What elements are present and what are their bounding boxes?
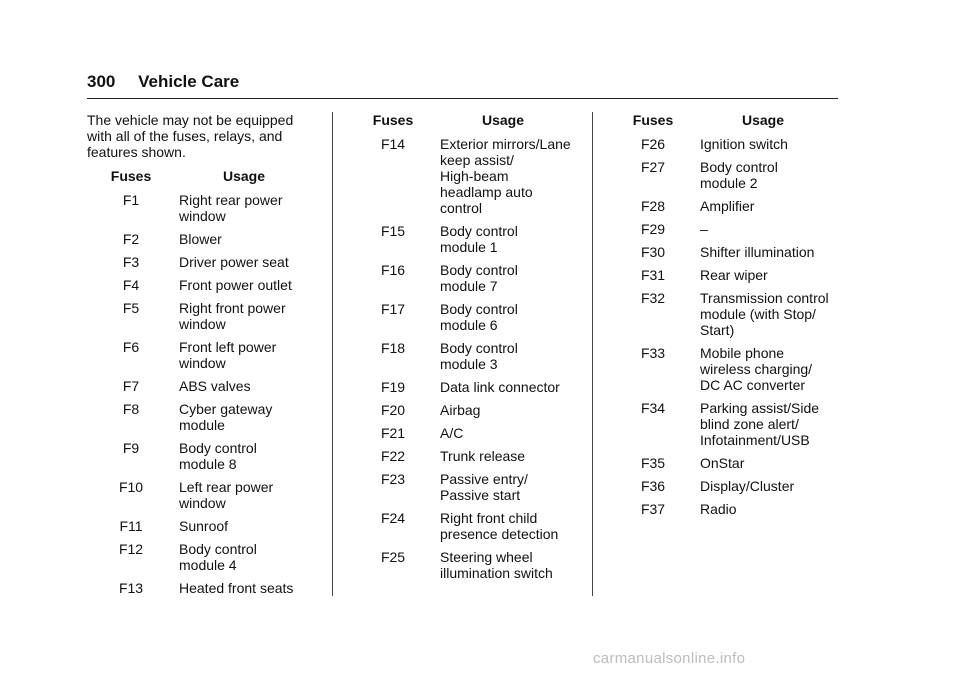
fuse-id: F16: [380, 262, 406, 278]
table-row: [610, 478, 829, 501]
usage-line: Steering wheel: [440, 549, 533, 565]
fuse-id: F10: [118, 479, 144, 495]
fuse-id: F35: [640, 455, 666, 471]
usage-line: Transmission control: [700, 290, 829, 306]
usage-line: keep assist/: [440, 152, 514, 168]
fuse-usage: [696, 136, 829, 159]
fuse-usage: [436, 262, 571, 301]
usage-line: module: [179, 417, 225, 433]
usage-line: window: [179, 355, 226, 371]
fuse-id: F15: [380, 223, 406, 239]
table-row: [350, 425, 571, 448]
fuse-usage: [696, 501, 829, 524]
fuse-table-2: [350, 112, 571, 588]
usage-line: Driver power seat: [179, 254, 289, 270]
fuse-id: F2: [122, 231, 140, 247]
usage-line: module 1: [440, 239, 498, 255]
usage-line: module 3: [440, 356, 498, 372]
page-title: Vehicle Care: [138, 72, 240, 91]
usage-line: Ignition switch: [700, 136, 788, 152]
table-row: [87, 231, 293, 254]
fuse-usage: [696, 159, 829, 198]
usage-line: Blower: [179, 231, 222, 247]
table-row: [350, 379, 571, 402]
column-divider: [592, 112, 593, 596]
usage-line: module 2: [700, 175, 758, 191]
fuse-usage: [436, 301, 571, 340]
fuse-table-1: [87, 168, 293, 603]
usage-line: presence detection: [440, 526, 559, 542]
fuse-id: F13: [118, 580, 144, 596]
usage-line: Right front power: [179, 300, 286, 316]
fuse-usage: [436, 223, 571, 262]
fuse-usage: [175, 277, 293, 300]
watermark: carmanualsonline.info: [593, 650, 746, 667]
usage-line: wireless charging/: [700, 361, 813, 377]
fuse-usage: [436, 425, 571, 448]
usage-line: Infotainment/USB: [700, 432, 810, 448]
usage-line: Sunroof: [179, 518, 229, 534]
fuse-id: F30: [640, 244, 666, 260]
table-row: [350, 262, 571, 301]
usage-line: Right rear power: [179, 192, 283, 208]
fuse-usage: [436, 402, 571, 425]
header-rule: [87, 98, 838, 99]
table-row: [610, 244, 829, 267]
fuse-id: F33: [640, 345, 666, 361]
fuse-usage: [175, 440, 293, 479]
table-row: [87, 541, 293, 580]
usage-header: Usage: [223, 168, 266, 184]
usage-line: Parking assist/Side: [700, 400, 820, 416]
table-row: [610, 400, 829, 455]
fuse-id: F8: [122, 401, 140, 417]
table-row: [87, 300, 293, 339]
table-row: [350, 340, 571, 379]
table-row: [350, 301, 571, 340]
fuse-id: F17: [380, 301, 406, 317]
fuse-column-3: [610, 112, 846, 524]
fuse-usage: [696, 290, 829, 345]
table-row: [87, 339, 293, 378]
fuse-usage: [175, 231, 293, 254]
usage-line: DC AC converter: [700, 377, 806, 393]
usage-line: module 4: [179, 557, 237, 573]
usage-line: Body control: [179, 440, 257, 456]
usage-line: Body control: [700, 159, 778, 175]
fuse-id: F26: [640, 136, 666, 152]
fuse-usage: [436, 448, 571, 471]
table-row: [350, 223, 571, 262]
fuse-id: F18: [380, 340, 406, 356]
table-row: [610, 290, 829, 345]
fuse-id: F24: [380, 510, 406, 526]
table-row: [87, 518, 293, 541]
usage-line: module 7: [440, 278, 498, 294]
table-row: [350, 549, 571, 588]
fuses-header: Fuses: [632, 112, 674, 128]
fuse-id: F37: [640, 501, 666, 517]
page-header: [87, 72, 239, 92]
usage-line: illumination switch: [440, 565, 553, 581]
usage-line: OnStar: [700, 455, 745, 471]
fuse-usage: [436, 136, 571, 223]
fuse-id: F32: [640, 290, 666, 306]
table-row: [87, 277, 293, 300]
fuse-usage: [175, 518, 293, 541]
fuse-usage: [175, 378, 293, 401]
table-row: [610, 267, 829, 290]
usage-line: headlamp auto: [440, 184, 533, 200]
usage-line: Exterior mirrors/Lane: [440, 136, 571, 152]
usage-line: Body control: [440, 223, 518, 239]
fuse-usage: [696, 221, 829, 244]
usage-line: window: [179, 208, 226, 224]
fuse-usage: [175, 254, 293, 277]
fuse-usage: [175, 580, 293, 603]
fuse-usage: [436, 510, 571, 549]
usage-line: Airbag: [440, 402, 481, 418]
fuse-id: F3: [122, 254, 140, 270]
fuse-id: F9: [122, 440, 140, 456]
fuses-header: Fuses: [110, 168, 152, 184]
fuse-id: F14: [380, 136, 406, 152]
fuse-id: F4: [122, 277, 140, 293]
usage-line: Display/Cluster: [700, 478, 795, 494]
usage-line: window: [179, 495, 226, 511]
usage-line: control: [440, 200, 483, 216]
fuse-usage: [696, 267, 829, 290]
page-number: 300: [87, 72, 116, 91]
usage-line: Amplifier: [700, 198, 755, 214]
usage-line: Left rear power: [179, 479, 274, 495]
usage-line: blind zone alert/: [700, 416, 799, 432]
usage-line: Rear wiper: [700, 267, 768, 283]
fuse-id: F36: [640, 478, 666, 494]
fuse-usage: [696, 345, 829, 400]
table-row: [350, 136, 571, 223]
fuse-id: F19: [380, 379, 406, 395]
fuse-usage: [696, 400, 829, 455]
fuse-usage: [175, 479, 293, 518]
usage-line: Passive entry/: [440, 471, 528, 487]
usage-header: Usage: [742, 112, 785, 128]
fuse-id: F7: [122, 378, 140, 394]
fuse-usage: [175, 192, 293, 231]
table-row: [87, 254, 293, 277]
table-row: [610, 159, 829, 198]
fuse-column-2: [350, 112, 586, 588]
usage-line: Heated front seats: [179, 580, 294, 596]
fuse-id: F22: [380, 448, 406, 464]
fuse-id: F12: [118, 541, 144, 557]
usage-line: ABS valves: [179, 378, 251, 394]
usage-line: window: [179, 316, 226, 332]
fuse-id: F11: [119, 518, 143, 534]
fuses-header: Fuses: [372, 112, 414, 128]
fuse-usage: [696, 244, 829, 267]
usage-line: Front power outlet: [179, 277, 292, 293]
table-row: [87, 192, 293, 231]
fuse-id: F6: [122, 339, 140, 355]
table-row: [610, 198, 829, 221]
fuse-id: F21: [380, 425, 406, 441]
usage-header: Usage: [482, 112, 525, 128]
table-row: [610, 345, 829, 400]
intro-text: The vehicle may not be equipped with all of the fuses, relays, and features shown.: [87, 112, 294, 160]
usage-line: Body control: [179, 541, 257, 557]
table-row: [87, 378, 293, 401]
usage-line: Trunk release: [440, 448, 526, 464]
usage-line: Passive start: [440, 487, 521, 503]
usage-line: Radio: [700, 501, 737, 517]
usage-line: Front left power: [179, 339, 277, 355]
fuse-usage: [436, 340, 571, 379]
column-divider: [332, 112, 333, 596]
fuse-usage: [436, 471, 571, 510]
fuse-usage: [436, 379, 571, 402]
fuse-usage: [696, 478, 829, 501]
fuse-usage: [175, 401, 293, 440]
table-row: [350, 402, 571, 425]
usage-line: Mobile phone: [700, 345, 785, 361]
table-row: [87, 401, 293, 440]
usage-line: Body control: [440, 301, 518, 317]
usage-line: module (with Stop/: [700, 306, 816, 322]
fuse-usage: [696, 455, 829, 478]
table-row: [87, 580, 293, 603]
fuse-usage: [436, 549, 571, 588]
fuse-id: F34: [640, 400, 666, 416]
table-row: [350, 510, 571, 549]
fuse-id: F27: [640, 159, 666, 175]
fuse-usage: [175, 541, 293, 580]
usage-line: A/C: [440, 425, 464, 441]
usage-line: Start): [700, 322, 735, 338]
usage-line: Data link connector: [440, 379, 560, 395]
fuse-id: F25: [380, 549, 406, 565]
fuse-id: F23: [380, 471, 406, 487]
fuse-column-1: [87, 112, 319, 603]
fuse-id: F20: [380, 402, 406, 418]
table-row: [610, 136, 829, 159]
usage-line: Shifter illumination: [700, 244, 815, 260]
table-row: [610, 501, 829, 524]
usage-line: High-beam: [440, 168, 509, 184]
fuse-id: F5: [122, 300, 140, 316]
usage-line: Right front child: [440, 510, 538, 526]
usage-line: module 8: [179, 456, 237, 472]
fuse-usage: [175, 300, 293, 339]
table-row: [610, 455, 829, 478]
usage-line: Cyber gateway: [179, 401, 273, 417]
table-row: [350, 471, 571, 510]
fuse-usage: [696, 198, 829, 221]
table-row: [87, 479, 293, 518]
table-row: [350, 448, 571, 471]
usage-line: Body control: [440, 262, 518, 278]
usage-line: Body control: [440, 340, 518, 356]
fuse-table-3: [610, 112, 829, 524]
fuse-id: F28: [640, 198, 666, 214]
usage-line: module 6: [440, 317, 498, 333]
fuse-usage: [175, 339, 293, 378]
usage-line: –: [700, 221, 708, 237]
fuse-id: F31: [640, 267, 666, 283]
fuse-id: F1: [122, 192, 140, 208]
table-row: [87, 440, 293, 479]
table-row: [610, 221, 829, 244]
fuse-id: F29: [640, 221, 666, 237]
